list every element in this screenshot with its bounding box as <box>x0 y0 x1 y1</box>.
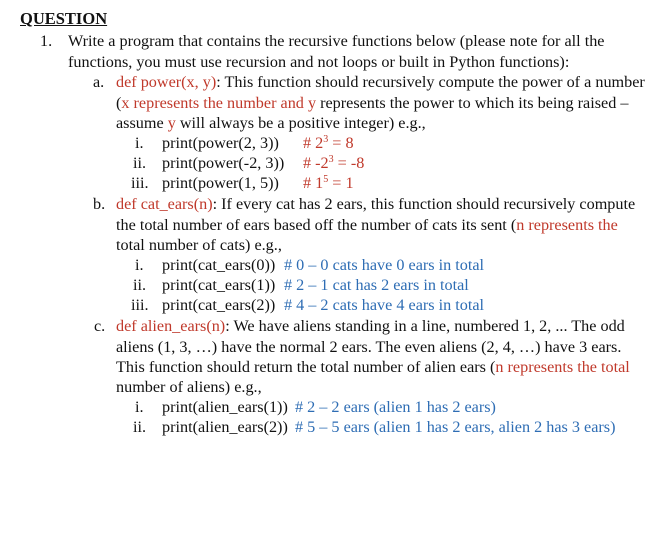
example-comment: # 2 – 2 ears (alien 1 has 2 ears) <box>295 398 496 416</box>
example-code: print(power(1, 5)) <box>162 174 279 192</box>
example-code: print(alien_ears(2)) <box>162 418 288 436</box>
n-param-description: n represents the <box>516 216 618 234</box>
question-text-line-1: Write a program that contains the recursive functions below (please note for all the <box>68 32 605 50</box>
example-number: iii. <box>131 296 149 314</box>
part-a-line-1-text: : This function should recursively compute the power of a number <box>216 73 645 91</box>
alien-ears-signature: def alien_ears(n) <box>116 317 226 335</box>
part-a-line-1 <box>116 72 645 92</box>
part-a-line-2-text: represents the power to which its being raised – <box>316 94 629 112</box>
part-c-line-3-text: This function should return the total number of alien ears ( <box>116 358 496 376</box>
part-b-line-3: total number of cats) e.g., <box>116 236 282 254</box>
part-a-label: a. <box>93 73 105 91</box>
question-text-line-2: functions, you must use recursion and not loops or built in Python functions): <box>68 53 570 71</box>
y-param: y <box>307 94 317 112</box>
example-code: print(cat_ears(0)) <box>162 256 276 274</box>
example-code: print(power(-2, 3)) <box>162 154 285 172</box>
n-param-description: n represents the total <box>495 358 630 376</box>
power-signature: def power(x, y) <box>116 73 217 91</box>
part-c-line-1 <box>116 316 625 336</box>
example-number: iii. <box>131 174 149 192</box>
example-comment: # 0 – 0 cats have 0 ears in total <box>284 256 485 274</box>
example-code: print(power(2, 3)) <box>162 134 279 152</box>
paren-open: ( <box>116 94 122 112</box>
example-comment: # 4 – 2 cats have 4 ears in total <box>284 296 485 314</box>
question-heading: QUESTION <box>20 9 108 28</box>
cat-ears-signature: def cat_ears(n) <box>116 195 213 213</box>
example-number: i. <box>135 256 144 274</box>
example-comment: # $1^5 = 1$ <box>303 174 354 192</box>
example-number: ii. <box>133 154 147 172</box>
part-c-line-4: number of aliens) e.g., <box>116 378 262 396</box>
y-param: y <box>167 114 176 132</box>
example-code: print(cat_ears(1)) <box>162 276 276 294</box>
part-b-label: b. <box>93 195 106 213</box>
example-number: ii. <box>133 418 147 436</box>
example-code: print(alien_ears(1)) <box>162 398 288 416</box>
example-number: i. <box>135 134 144 152</box>
example-comment: # 2 – 1 cat has 2 ears in total <box>284 276 469 294</box>
part-b-line-2 <box>116 215 618 235</box>
x-param-description: x represents the number and <box>121 94 308 112</box>
example-comment: # 5 – 5 ears (alien 1 has 2 ears, alien 2 has 3 ears) <box>295 418 616 436</box>
part-c-line-3 <box>116 357 630 377</box>
example-number: i. <box>135 398 144 416</box>
assume-text: assume <box>116 114 168 132</box>
part-b-line-2-text: the total number of ears based off the number of cats its sent ( <box>116 216 517 234</box>
part-c-line-2: aliens (1, 3, …) have the normal 2 ears. The even aliens (2, 4, …) have 3 ears. <box>116 338 622 356</box>
part-a-line-3-text: will always be a positive integer) e.g., <box>175 114 426 132</box>
example-comment: # $-2^3 = -8$ <box>303 154 365 172</box>
example-comment: # $2^3 = 8$ <box>303 134 354 152</box>
question-number: 1. <box>40 32 53 50</box>
part-b-line-1-text: : If every cat has 2 ears, this function should recursively compute <box>212 195 636 213</box>
example-code: print(cat_ears(2)) <box>162 296 276 314</box>
part-b-line-1 <box>116 194 635 214</box>
part-c-label: c. <box>94 317 106 335</box>
part-c-line-1-text: : We have aliens standing in a line, numbered 1, 2, ... The odd <box>225 317 625 335</box>
part-a-line-3 <box>116 113 426 133</box>
part-a-line-2 <box>116 93 628 113</box>
example-number: ii. <box>133 276 147 294</box>
